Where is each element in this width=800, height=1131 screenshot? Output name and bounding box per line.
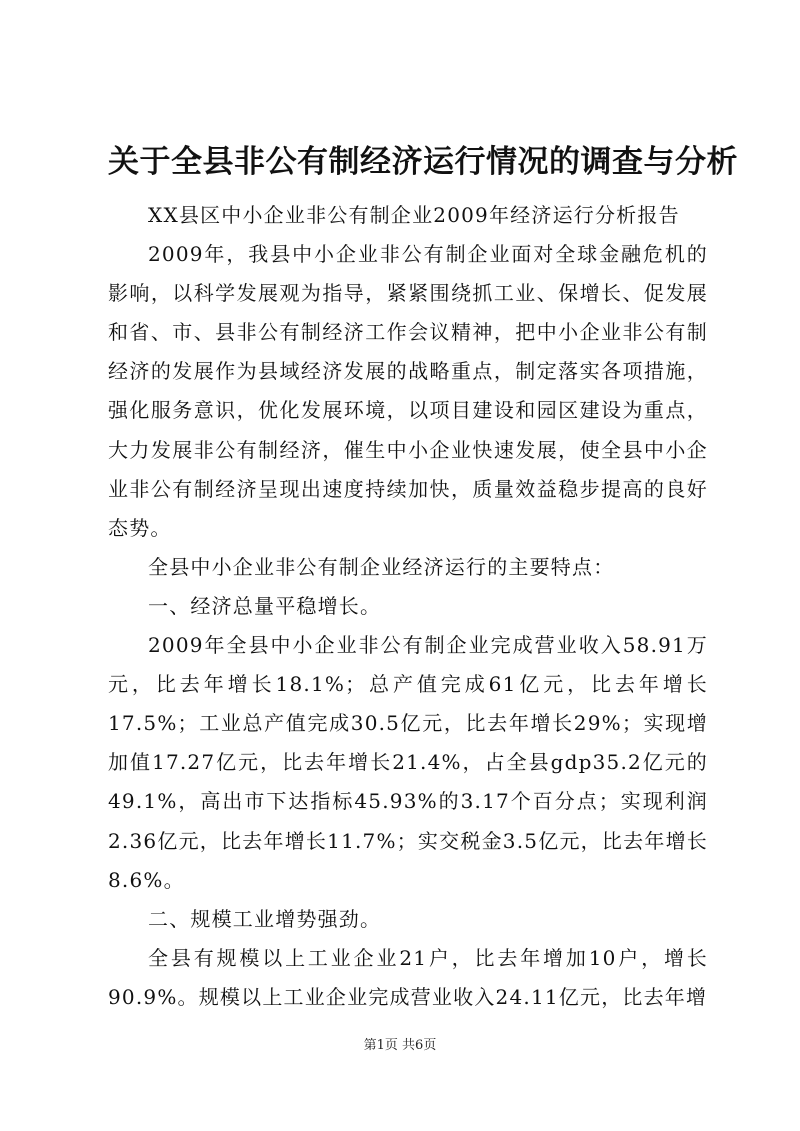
document-body xyxy=(108,196,708,1017)
document-title: 关于全县非公有制经济运行情况的调查与分析 xyxy=(108,144,738,180)
section-heading-1: 一、经济总量平稳增长。 xyxy=(148,593,382,618)
page-footer: 第1页 共6页 xyxy=(363,1038,437,1053)
subtitle-paragraph: XX县区中小企业非公有制企业2009年经济运行分析报告 xyxy=(148,203,680,227)
section-1-paragraph: 2009年全县中小企业非公有制企业完成营业收入58.91万元，比去年增长18.1%；总产值完成61亿元，比去年增长17.5%；工业总产值完成30.5亿元，比去年增长29%；实现增加值17.27亿元，比去年增长21.4%，占全县gdp35.2亿元的49.1%，高出市下达指标45.93%的3.17个百分点；实现利润2.36亿元，比去年增长11.7%；实交税金3.5亿元，比去年增长8.6%。 xyxy=(108,633,708,892)
features-intro-paragraph: 全县中小企业非公有制企业经济运行的主要特点： xyxy=(148,554,615,579)
intro-paragraph: 2009年，我县中小企业非公有制企业面对全球金融危机的影响，以科学发展观为指导，紧紧围绕抓工业、保增长、促发展和省、市、县非公有制经济工作会议精神，把中小企业非公有制经济的发展作为县域经济发展的战略重点，制定落实各项措施，强化服务意识，优化发展环境，以项目建设和园区建设为重点，大力发展非公有制经济，催生中小企业快速发展，使全县中小企业非公有制经济呈现出速度持续加快，质量效益稳步提高的良好态势。 xyxy=(108,242,708,540)
section-heading-2: 二、规模工业增势强劲。 xyxy=(148,906,382,931)
section-2-paragraph: 全县有规模以上工业企业21户，比去年增加10户，增长90.9%。规模以上工业企业完成营业收入24.11亿元，比去年增 xyxy=(108,945,708,1009)
